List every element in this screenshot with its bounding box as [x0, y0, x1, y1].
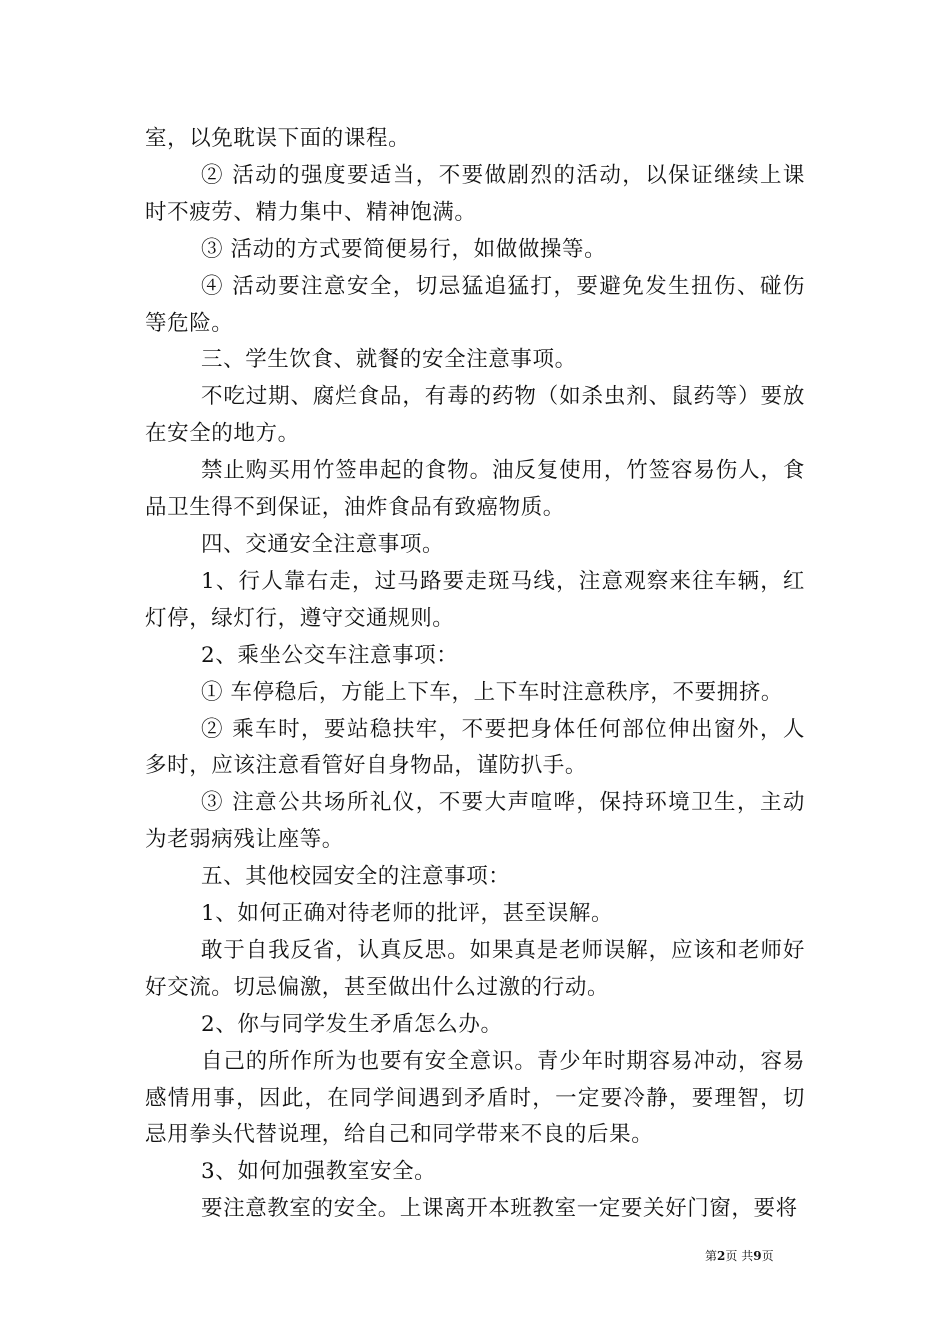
paragraph-6: 不吃过期、腐烂食品，有毒的药物（如杀虫剂、鼠药等）要放在安全的地方。: [145, 384, 805, 447]
paragraph-9: 1、行人靠右走，过马路要走斑马线，注意观察来往车辆，红灯停，绿灯行，遵守交通规则。: [145, 568, 805, 631]
section-heading-5: 五、其他校园安全的注意事项：: [201, 864, 511, 890]
paragraph-2: ② 活动的强度要适当，不要做剧烈的活动，以保证继续上课时不疲劳、精力集中、精神饱满。: [145, 162, 805, 225]
footer-suffix: 页: [761, 1249, 774, 1263]
paragraph-17: 2、你与同学发生矛盾怎么办。: [201, 1011, 503, 1037]
total-page-number: 9: [753, 1249, 762, 1263]
paragraph-18: 自己的所作所为也要有安全意识。青少年时期容易冲动，容易感情用事，因此，在同学间遇到矛盾时，一定要冷静，要理智，切忌用拳头代替说理，给自己和同学带来不良的后果。: [145, 1048, 805, 1148]
footer-prefix: 第: [705, 1249, 718, 1263]
paragraph-10: 2、乘坐公交车注意事项：: [201, 642, 459, 668]
paragraph-1: 室，以免耽误下面的课程。: [145, 126, 411, 151]
paragraph-12: ② 乘车时，要站稳扶牢，不要把身体任何部位伸出窗外，人多时，应该注意看管好自身物品，谨防扒手。: [145, 716, 805, 779]
section-heading-3: 三、学生饮食、就餐的安全注意事项。: [201, 347, 577, 373]
paragraph-3: ③ 活动的方式要简便易行，如做做操等。: [201, 236, 607, 262]
footer-middle: 页 共: [725, 1249, 754, 1263]
paragraph-13: ③ 注意公共场所礼仪，不要大声喧哗，保持环境卫生，主动为老弱病残让座等。: [145, 790, 805, 853]
paragraph-15: 1、如何正确对待老师的批评，甚至误解。: [201, 901, 614, 927]
paragraph-7: 禁止购买用竹签串起的食物。油反复使用，竹签容易伤人，食品卫生得不到保证，油炸食品有致癌物质。: [145, 458, 805, 521]
paragraph-4: ④ 活动要注意安全，切忌猛追猛打，要避免发生扭伤、碰伤等危险。: [145, 273, 805, 336]
paragraph-19: 3、如何加强教室安全。: [201, 1159, 437, 1185]
page-footer: [705, 1248, 815, 1264]
section-heading-4: 四、交通安全注意事项。: [201, 531, 445, 557]
document-body: [145, 121, 805, 1228]
current-page-number: 2: [717, 1249, 726, 1263]
paragraph-20: 要注意教室的安全。上课离开本班教室一定要关好门窗，要将: [201, 1196, 798, 1222]
paragraph-16: 敢于自我反省，认真反思。如果真是老师误解，应该和老师好好交流。切忌偏激，甚至做出什么过激的行动。: [145, 937, 805, 1000]
paragraph-11: ① 车停稳后，方能上下车，上下车时注意秩序，不要拥挤。: [201, 679, 784, 705]
